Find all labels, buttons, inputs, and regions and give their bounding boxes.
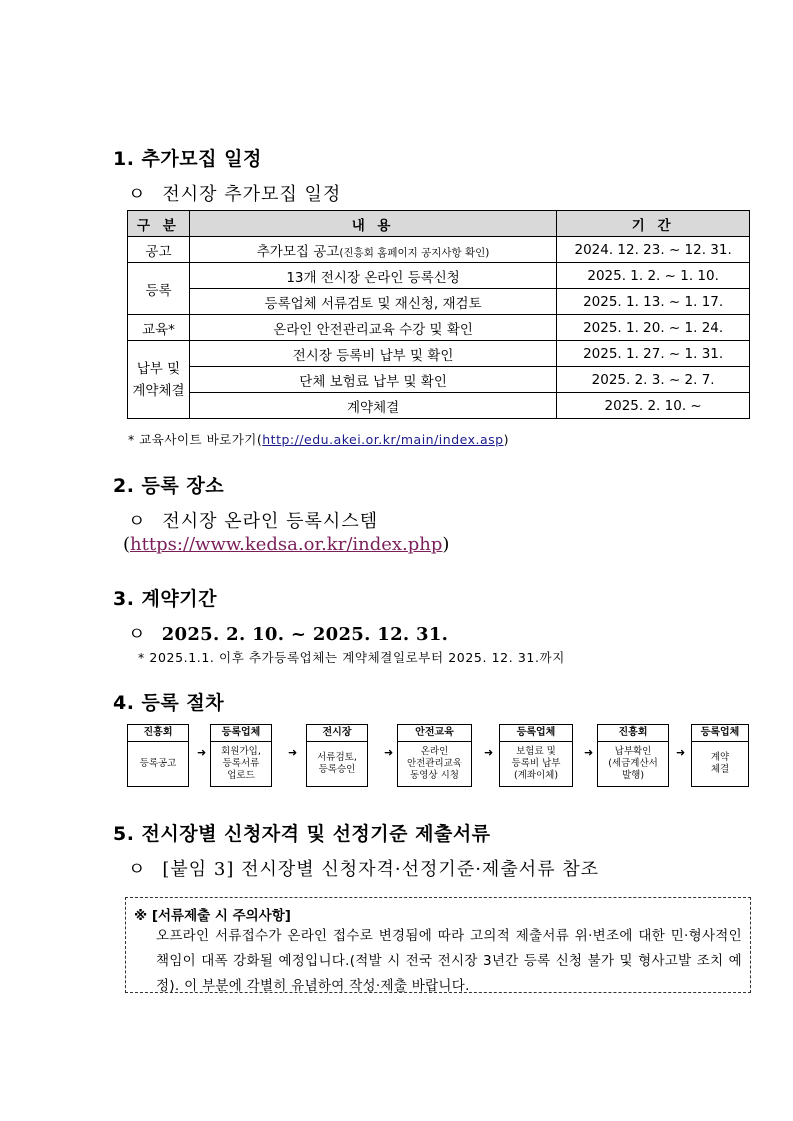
cell-period: 2025. 2. 10. ~: [557, 393, 750, 419]
cell-period: 2025. 2. 3. ~ 2. 7.: [557, 367, 750, 393]
section5-sub-text: [붙임 3] 전시장별 신청자격·선정기준·제출서류 참조: [162, 859, 599, 880]
table-row: [128, 341, 750, 367]
process-step: [127, 724, 189, 787]
table-row: [128, 393, 750, 419]
arrow-right-icon: ➜: [484, 746, 494, 759]
footnote-prefix: * 교육사이트 바로가기(: [128, 432, 263, 447]
process-step: [306, 724, 368, 787]
section2-sub-text: 전시장 온라인 등록시스템: [162, 511, 379, 532]
section1-heading: 1. 추가모집 일정: [113, 148, 262, 170]
process-step: [499, 724, 573, 787]
cell-period: 2024. 12. 23. ~ 12. 31.: [557, 237, 750, 263]
section1-footnote: [128, 430, 509, 448]
table-row: [128, 263, 750, 289]
bullet-icon: ㅇ: [128, 511, 147, 532]
section3-note: * 2025.1.1. 이후 추가등록업체는 계약체결일로부터 2025. 12. 31.까지: [138, 650, 565, 665]
cell-content-main: 추가모집 공고: [256, 243, 340, 260]
cell-category: 납부 및 계약체결: [128, 341, 190, 419]
step-actor: 등록업체: [211, 725, 271, 742]
step-actor: 전시장: [307, 725, 367, 742]
cell-content: 단체 보험료 납부 및 확인: [189, 367, 556, 393]
cell-period: 2025. 1. 2. ~ 1. 10.: [557, 263, 750, 289]
cell-content-note: (진흥회 홈페이지 공지사항 확인): [339, 246, 490, 259]
cell-content: [189, 237, 556, 263]
footnote-suffix: ): [503, 432, 509, 447]
submission-notice-box: [125, 897, 751, 993]
section5-subheading: [128, 855, 599, 881]
contract-period-text: 2025. 2. 10. ~ 2025. 12. 31.: [161, 624, 449, 645]
registration-system-link-line: [123, 534, 449, 555]
cell-category: 등록: [128, 263, 190, 315]
section5-heading: 5. 전시장별 신청자격 및 선정기준 제출서류: [113, 823, 491, 845]
table-row: [128, 315, 750, 341]
header-category: 구 분: [128, 211, 190, 237]
section2-heading: 2. 등록 장소: [113, 475, 225, 497]
step-action: 회원가입, 등록서류 업로드: [221, 746, 261, 781]
step-actor: 등록업체: [692, 725, 748, 742]
process-step: [210, 724, 272, 787]
section3-heading: 3. 계약기간: [113, 588, 217, 610]
step-action: 온라인 안전관리교육 동영상 시청: [406, 746, 463, 781]
bullet-icon: ㅇ: [128, 624, 146, 645]
arrow-right-icon: ➜: [584, 746, 594, 759]
step-actor: 진흥회: [598, 725, 668, 742]
process-step: [597, 724, 669, 787]
cell-period: 2025. 1. 13. ~ 1. 17.: [557, 289, 750, 315]
registration-system-link[interactable]: https://www.kedsa.or.kr/index.php: [130, 534, 443, 555]
table-header-row: [128, 211, 750, 237]
process-step: [397, 724, 472, 787]
step-action: 등록공고: [139, 758, 177, 769]
arrow-right-icon: ➜: [676, 746, 686, 759]
table-row: [128, 237, 750, 263]
step-actor: 진흥회: [128, 725, 188, 742]
arrow-right-icon: ➜: [197, 746, 207, 759]
cell-content: 등록업체 서류검토 및 재신청, 재검토: [189, 289, 556, 315]
paren-open: (: [123, 534, 131, 555]
section1-subheading: [128, 180, 341, 206]
cell-content: 전시장 등록비 납부 및 확인: [189, 341, 556, 367]
bullet-icon: ㅇ: [128, 859, 147, 880]
cell-category: 공고: [128, 237, 190, 263]
process-step: [691, 724, 749, 787]
step-action: 계약 체결: [710, 752, 730, 775]
step-actor: 안전교육: [398, 725, 471, 742]
contract-period: [128, 620, 448, 646]
cell-content: 계약체결: [189, 393, 556, 419]
arrow-right-icon: ➜: [288, 746, 298, 759]
cell-period: 2025. 1. 20. ~ 1. 24.: [557, 315, 750, 341]
step-actor: 등록업체: [500, 725, 572, 742]
edu-site-link[interactable]: http://edu.akei.or.kr/main/index.asp: [262, 432, 504, 447]
header-content: 내 용: [189, 211, 556, 237]
cell-content: 온라인 안전관리교육 수강 및 확인: [189, 315, 556, 341]
step-action: 서류검토, 등록승인: [317, 752, 357, 775]
bullet-icon: ㅇ: [128, 184, 147, 205]
table-row: [128, 289, 750, 315]
cell-content: 13개 전시장 온라인 등록신청: [189, 263, 556, 289]
cell-category: 교육*: [128, 315, 190, 341]
paren-close: ): [442, 534, 450, 555]
section4-heading: 4. 등록 절차: [113, 692, 225, 714]
schedule-table: [127, 210, 750, 419]
arrow-right-icon: ➜: [384, 746, 394, 759]
notice-title: ※ [서류제출 시 주의사항]: [134, 908, 291, 924]
header-period: 기 간: [557, 211, 750, 237]
section2-subheading: [128, 507, 378, 533]
section1-sub-text: 전시장 추가모집 일정: [162, 184, 342, 205]
table-row: [128, 367, 750, 393]
step-action: 납부확인 (세금계산서 발행): [608, 746, 658, 781]
cell-period: 2025. 1. 27. ~ 1. 31.: [557, 341, 750, 367]
notice-body: 오프라인 서류접수가 온라인 접수로 변경됨에 따라 고의적 제출서류 위·변조에 대한 민·형사적인 책임이 대폭 강화될 예정입니다.(적발 시 전국 전시장 3년간 등록 신청 불가 및 형사고발 조치 예정). 이 부분에 각별히 유념하여 작성·제출 바랍니다.: [156, 928, 742, 994]
step-action: 보험료 및 등록비 납부 (계좌이체): [511, 746, 561, 781]
